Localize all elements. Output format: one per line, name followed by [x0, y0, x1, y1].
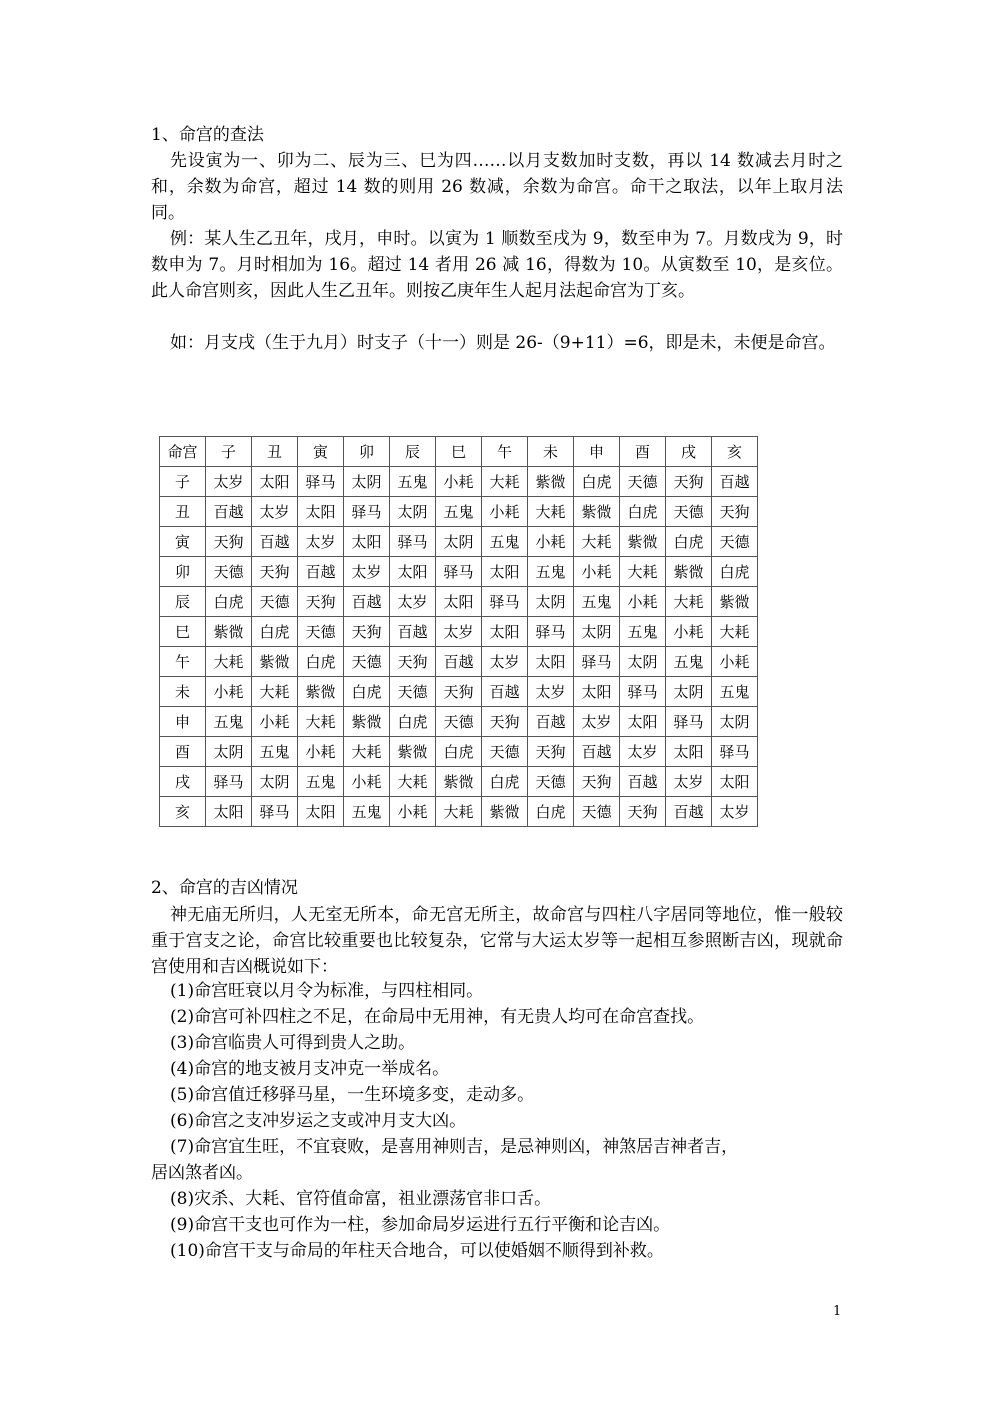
table-cell: 五鬼 — [666, 647, 712, 677]
table-cell: 天狗 — [344, 617, 390, 647]
table-row — [160, 467, 758, 497]
table-cell: 大耗 — [666, 587, 712, 617]
table-row-label: 巳 — [160, 617, 206, 647]
table-cell: 白虎 — [344, 677, 390, 707]
table-cell: 五鬼 — [298, 767, 344, 797]
table-cell: 天德 — [252, 587, 298, 617]
table-cell: 太岁 — [390, 587, 436, 617]
table-cell: 紫微 — [206, 617, 252, 647]
table-cell: 小耗 — [620, 587, 666, 617]
table-cell: 百越 — [712, 467, 758, 497]
list-item-text: (2)命宫可补四柱之不足，在命局中无用神，有无贵人均可在命宫查找。 — [170, 1007, 705, 1027]
table-cell: 大耗 — [620, 557, 666, 587]
list-item — [151, 1134, 850, 1186]
table-cell: 五鬼 — [620, 617, 666, 647]
table-header-cell: 巳 — [436, 437, 482, 467]
table-cell: 白虎 — [252, 617, 298, 647]
table-row — [160, 497, 758, 527]
list-item-text: (9)命宫干支也可作为一柱，参加命局岁运进行五行平衡和论吉凶。 — [170, 1215, 671, 1235]
list-item-text: (3)命宫临贵人可得到贵人之助。 — [170, 1033, 416, 1053]
table-cell: 天狗 — [528, 737, 574, 767]
table-cell: 大耗 — [252, 677, 298, 707]
table-cell: 百越 — [344, 587, 390, 617]
table-cell: 太阴 — [436, 527, 482, 557]
table-cell: 天狗 — [620, 797, 666, 827]
table-cell: 紫微 — [574, 497, 620, 527]
table-cell: 天德 — [666, 497, 712, 527]
section-1-title: 1、命宫的查法 — [151, 125, 264, 145]
section-1-paragraph-1: 先设寅为一、卯为二、辰为三、巳为四……以月支数加时支数，再以 14 数减去月时之和，余数为命宫，超过 14 数的则用 26 数减，余数为命宫。命干之取法，以年上取月法同。 — [151, 151, 843, 223]
table-cell: 天德 — [206, 557, 252, 587]
table-row-label: 丑 — [160, 497, 206, 527]
table-header-cell: 子 — [206, 437, 252, 467]
table-cell: 太阳 — [252, 467, 298, 497]
list-item-text: (7)命宫宜生旺，不宜衰败，是喜用神则吉，是忌神则凶，神煞居吉神者吉， — [170, 1137, 739, 1157]
table-header-cell: 亥 — [712, 437, 758, 467]
table-cell: 天狗 — [666, 467, 712, 497]
table-cell: 天德 — [620, 467, 666, 497]
table-cell: 天德 — [528, 767, 574, 797]
table-cell: 百越 — [436, 647, 482, 677]
table-cell: 天德 — [712, 527, 758, 557]
table-cell: 太阴 — [252, 767, 298, 797]
table-cell: 五鬼 — [528, 557, 574, 587]
ming-gong-table — [159, 436, 758, 827]
table-cell: 紫微 — [344, 707, 390, 737]
table-row-label: 申 — [160, 707, 206, 737]
table-cell: 五鬼 — [574, 587, 620, 617]
table-cell: 紫微 — [390, 737, 436, 767]
table-cell: 紫微 — [666, 557, 712, 587]
table-cell: 五鬼 — [390, 467, 436, 497]
table-cell: 紫微 — [620, 527, 666, 557]
list-item-text: (8)灾杀、大耗、官符值命富，祖业漂荡官非口舌。 — [170, 1189, 552, 1209]
table-cell: 紫微 — [712, 587, 758, 617]
table-header-cell: 申 — [574, 437, 620, 467]
table-cell: 太阳 — [482, 617, 528, 647]
table-cell: 小耗 — [528, 527, 574, 557]
table-cell: 紫微 — [528, 467, 574, 497]
table-header-cell: 丑 — [252, 437, 298, 467]
list-item — [170, 1082, 850, 1108]
table-cell: 小耗 — [298, 737, 344, 767]
table-row-label: 亥 — [160, 797, 206, 827]
table-cell: 天德 — [574, 797, 620, 827]
table-row — [160, 797, 758, 827]
table-cell: 白虎 — [528, 797, 574, 827]
section-1-paragraph-2: 例：某人生乙丑年，戌月，申时。以寅为 1 顺数至戌为 9，数至申为 7。月数戌为 9，时数申为 7。月时相加为 16。超过 14 者用 26 减 16，得数为 10。从寅数至 10，是亥位。此人命宫则亥，因此人生乙丑年。则按乙庚年生人起月法起命宫为丁亥。 — [151, 229, 843, 301]
table-row — [160, 647, 758, 677]
table-cell: 大耗 — [390, 767, 436, 797]
table-cell: 白虎 — [482, 767, 528, 797]
table-cell: 紫微 — [436, 767, 482, 797]
table-cell: 天狗 — [298, 587, 344, 617]
table-cell: 大耗 — [298, 707, 344, 737]
table-row-label: 寅 — [160, 527, 206, 557]
table-cell: 大耗 — [482, 467, 528, 497]
table-cell: 天狗 — [252, 557, 298, 587]
table-cell: 百越 — [620, 767, 666, 797]
table-cell: 百越 — [298, 557, 344, 587]
table-cell: 小耗 — [344, 767, 390, 797]
list-item — [170, 1004, 850, 1030]
table-header-cell: 戌 — [666, 437, 712, 467]
table-cell: 太岁 — [252, 497, 298, 527]
list-item-text: (10)命宫干支与命局的年柱天合地合，可以使婚姻不顺得到补救。 — [170, 1241, 664, 1261]
page-number: 1 — [833, 1304, 842, 1319]
table-cell: 紫微 — [298, 677, 344, 707]
table-cell: 太岁 — [344, 557, 390, 587]
table-cell: 五鬼 — [206, 707, 252, 737]
table-cell: 太阳 — [344, 527, 390, 557]
table-cell: 驿马 — [390, 527, 436, 557]
table-cell: 太阳 — [574, 677, 620, 707]
section-1-paragraph-3: 如：月支戌（生于九月）时支子（十一）则是 26-（9+11）=6，即是未，未便是命宫。 — [170, 333, 836, 353]
table-row — [160, 587, 758, 617]
table-cell: 太阳 — [206, 797, 252, 827]
table-cell: 白虎 — [298, 647, 344, 677]
table-cell: 大耗 — [206, 647, 252, 677]
table-cell: 白虎 — [620, 497, 666, 527]
table-header-cell: 未 — [528, 437, 574, 467]
table-cell: 大耗 — [344, 737, 390, 767]
table-cell: 太岁 — [298, 527, 344, 557]
table-cell: 驿马 — [206, 767, 252, 797]
table-row-label: 午 — [160, 647, 206, 677]
table-cell: 百越 — [574, 737, 620, 767]
list-item — [170, 1186, 850, 1212]
table-cell: 天狗 — [712, 497, 758, 527]
table-cell: 太岁 — [620, 737, 666, 767]
table-header-cell: 卯 — [344, 437, 390, 467]
table-row — [160, 677, 758, 707]
table-row — [160, 557, 758, 587]
table-cell: 太阳 — [482, 557, 528, 587]
table-cell: 大耗 — [528, 497, 574, 527]
table-cell: 太阴 — [344, 467, 390, 497]
table-row-label: 子 — [160, 467, 206, 497]
table-cell: 太阴 — [666, 677, 712, 707]
table-cell: 百越 — [482, 677, 528, 707]
list-item-text: (4)命宫的地支被月支冲克一举成名。 — [170, 1059, 450, 1079]
table-cell: 天狗 — [390, 647, 436, 677]
table-cell: 百越 — [252, 527, 298, 557]
table-cell: 白虎 — [390, 707, 436, 737]
table-cell: 大耗 — [574, 527, 620, 557]
list-item-continuation: 居凶煞者凶。 — [151, 1163, 253, 1183]
table-cell: 太阳 — [666, 737, 712, 767]
table-cell: 小耗 — [436, 467, 482, 497]
table-cell: 太岁 — [206, 467, 252, 497]
section-2-paragraph-1: 神无庙无所归，人无室无所本，命无宫无所主，故命宫与四柱八字居同等地位，惟一般较重于宫支之论，命宫比较重要也比较复杂，它常与大运太岁等一起相互参照断吉凶，现就命宫使用和吉凶概说如下： — [151, 905, 843, 977]
list-item — [170, 1212, 850, 1238]
list-item-text: (5)命宫值迁移驿马星，一生环境多变，走动多。 — [170, 1085, 535, 1105]
table-cell: 驿马 — [620, 677, 666, 707]
table-header-cell: 午 — [482, 437, 528, 467]
table-cell: 太岁 — [574, 707, 620, 737]
table-cell: 太阴 — [206, 737, 252, 767]
table-cell: 小耗 — [252, 707, 298, 737]
table-cell: 大耗 — [436, 797, 482, 827]
table-cell: 小耗 — [390, 797, 436, 827]
table-cell: 驿马 — [436, 557, 482, 587]
table-row — [160, 737, 758, 767]
table-row-label: 辰 — [160, 587, 206, 617]
table-cell: 白虎 — [666, 527, 712, 557]
table-cell: 小耗 — [666, 617, 712, 647]
table-cell: 白虎 — [574, 467, 620, 497]
table-row — [160, 527, 758, 557]
table-cell: 驿马 — [344, 497, 390, 527]
table-cell: 太阴 — [712, 707, 758, 737]
table-cell: 五鬼 — [344, 797, 390, 827]
table-cell: 太阴 — [620, 647, 666, 677]
table-cell: 太阳 — [712, 767, 758, 797]
table-cell: 小耗 — [482, 497, 528, 527]
table-cell: 太阴 — [574, 617, 620, 647]
table-cell: 白虎 — [712, 557, 758, 587]
table-cell: 驿马 — [482, 587, 528, 617]
table-cell: 太岁 — [712, 797, 758, 827]
table-row — [160, 707, 758, 737]
list-item — [170, 1030, 850, 1056]
table-cell: 太阳 — [436, 587, 482, 617]
list-item — [170, 1056, 850, 1082]
table-cell: 驿马 — [252, 797, 298, 827]
table-header-cell: 寅 — [298, 437, 344, 467]
table-cell: 太阳 — [298, 497, 344, 527]
table-row-label: 酉 — [160, 737, 206, 767]
list-item — [170, 1238, 850, 1264]
table-row — [160, 617, 758, 647]
table-cell: 紫微 — [252, 647, 298, 677]
table-cell: 天德 — [390, 677, 436, 707]
table-cell: 小耗 — [206, 677, 252, 707]
table-header-cell: 辰 — [390, 437, 436, 467]
table-cell: 五鬼 — [252, 737, 298, 767]
table-row-label: 卯 — [160, 557, 206, 587]
table-cell: 驿马 — [528, 617, 574, 647]
table-cell: 百越 — [390, 617, 436, 647]
table-cell: 太阳 — [390, 557, 436, 587]
list-item — [170, 1108, 850, 1134]
table-cell: 太阳 — [620, 707, 666, 737]
table-cell: 大耗 — [712, 617, 758, 647]
list-item — [170, 978, 850, 1004]
table-row-label: 未 — [160, 677, 206, 707]
table-cell: 太岁 — [436, 617, 482, 647]
table-cell: 百越 — [666, 797, 712, 827]
table-cell: 紫微 — [482, 797, 528, 827]
table-cell: 太岁 — [528, 677, 574, 707]
table-cell: 天德 — [298, 617, 344, 647]
table-row-label: 戌 — [160, 767, 206, 797]
table-cell: 天狗 — [574, 767, 620, 797]
table-cell: 天德 — [482, 737, 528, 767]
list-item-text: (6)命宫之支冲岁运之支或冲月支大凶。 — [170, 1111, 467, 1131]
table-cell: 驿马 — [712, 737, 758, 767]
table-cell: 五鬼 — [482, 527, 528, 557]
table-cell: 太阴 — [390, 497, 436, 527]
table-cell: 天狗 — [206, 527, 252, 557]
table-cell: 百越 — [528, 707, 574, 737]
table-cell: 百越 — [206, 497, 252, 527]
table-cell: 白虎 — [206, 587, 252, 617]
table-header-row — [160, 437, 758, 467]
table-cell: 太阴 — [528, 587, 574, 617]
table-cell: 小耗 — [574, 557, 620, 587]
table-cell: 五鬼 — [712, 677, 758, 707]
table-cell: 天狗 — [482, 707, 528, 737]
list-item-text: (1)命宫旺衰以月令为标准，与四柱相同。 — [170, 981, 484, 1001]
table-row — [160, 767, 758, 797]
table-cell: 太岁 — [666, 767, 712, 797]
table-cell: 太岁 — [482, 647, 528, 677]
table-cell: 天狗 — [436, 677, 482, 707]
section-2-title: 2、命宫的吉凶情况 — [151, 878, 298, 898]
table-cell: 天德 — [344, 647, 390, 677]
table-cell: 太阳 — [528, 647, 574, 677]
table-header-cell: 命宫 — [160, 437, 206, 467]
table-cell: 驿马 — [666, 707, 712, 737]
table-cell: 太阳 — [298, 797, 344, 827]
table-cell: 五鬼 — [436, 497, 482, 527]
table-header-cell: 酉 — [620, 437, 666, 467]
table-cell: 驿马 — [574, 647, 620, 677]
table-cell: 天德 — [436, 707, 482, 737]
table-cell: 小耗 — [712, 647, 758, 677]
table-cell: 驿马 — [298, 467, 344, 497]
table-cell: 白虎 — [436, 737, 482, 767]
